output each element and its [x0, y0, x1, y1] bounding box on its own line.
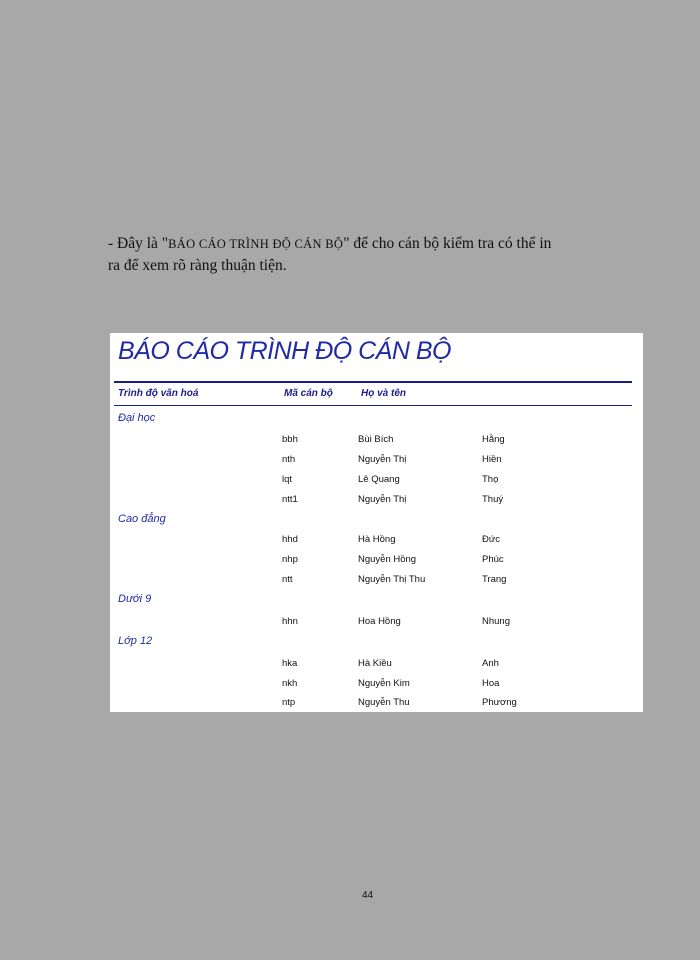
staff-code: ntp: [282, 697, 296, 708]
staff-surname: Hà Hồng: [358, 534, 396, 545]
intro-paragraph: [108, 233, 638, 276]
staff-given-name: Phúc: [482, 554, 504, 565]
staff-surname: Hà Kiều: [358, 658, 392, 669]
intro-line-2: ra để xem rõ ràng thuận tiện.: [108, 257, 287, 274]
group-label: Đại học: [118, 412, 156, 424]
staff-code: hhn: [282, 616, 298, 627]
staff-code: hka: [282, 658, 298, 669]
staff-surname: Bùi Bích: [358, 434, 394, 445]
page-number: 44: [361, 890, 374, 901]
staff-surname: Nguyễn Thị: [358, 494, 407, 505]
staff-code: nkh: [282, 678, 298, 689]
staff-given-name: Đức: [482, 534, 500, 545]
staff-code: ntt: [282, 574, 293, 585]
group-label: Cao đẳng: [118, 513, 166, 525]
column-header-level: Trình độ văn hoá: [118, 388, 199, 399]
staff-surname: Lê Quang: [358, 474, 400, 485]
staff-given-name: Phương: [482, 697, 517, 708]
intro-quoted-title: BÁO CÁO TRÌNH ĐỘ CÁN BỘ: [168, 237, 344, 251]
group-label: Lớp 12: [118, 635, 153, 647]
staff-code: bbh: [282, 434, 298, 445]
staff-surname: Nguyễn Thị Thu: [358, 574, 426, 585]
staff-surname: Nguyễn Thị: [358, 454, 407, 465]
staff-given-name: Thuý: [482, 494, 504, 505]
intro-prefix: - Đây là ": [108, 235, 169, 252]
intro-suffix: " để cho cán bộ kiểm tra có thể in: [343, 235, 552, 252]
staff-given-name: Hiền: [482, 454, 502, 465]
staff-given-name: Hoa: [482, 678, 500, 689]
staff-surname: Nguyễn Kim: [358, 678, 410, 689]
staff-surname: Hoa Hồng: [358, 616, 401, 627]
staff-report: [110, 333, 643, 712]
staff-given-name: Thọ: [482, 474, 499, 485]
header-rule-bottom: [114, 405, 632, 406]
report-title: BÁO CÁO TRÌNH ĐỘ CÁN BỘ: [118, 337, 451, 365]
staff-code: lqt: [282, 474, 293, 485]
staff-given-name: Trang: [482, 574, 507, 585]
column-header-code: Mã cán bộ: [284, 388, 333, 399]
staff-code: nth: [282, 454, 296, 465]
staff-code: ntt1: [282, 494, 298, 505]
column-header-name: Họ và tên: [361, 388, 407, 399]
staff-given-name: Hằng: [482, 434, 505, 445]
staff-given-name: Anh: [482, 658, 499, 669]
group-label: Dưới 9: [118, 593, 152, 605]
staff-code: nhp: [282, 554, 298, 565]
staff-surname: Nguyễn Hồng: [358, 554, 417, 565]
header-rule-top: [114, 381, 632, 383]
staff-given-name: Nhung: [482, 616, 510, 627]
staff-code: hhd: [282, 534, 298, 545]
staff-surname: Nguyễn Thu: [358, 697, 410, 708]
